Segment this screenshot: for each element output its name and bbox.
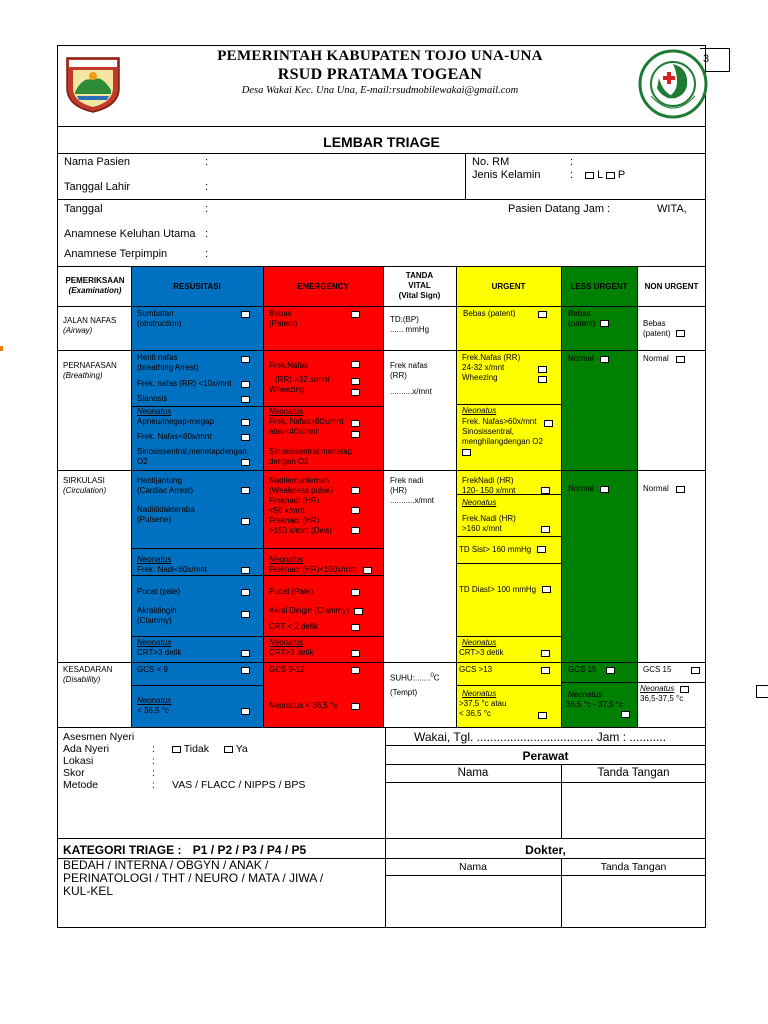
header-pemeriksaan-text: PEMERIKSAAN <box>65 276 125 285</box>
circulation-urg-text-3: Frek.Nadi (HR) <box>462 514 516 523</box>
circulation-res-text-8: (Clammy) <box>137 616 172 625</box>
col-line-5 <box>561 266 562 728</box>
airway-res-text-1: Sumbatan <box>137 309 174 318</box>
keluhan-utama-label: Anamnese Keluhan Utama <box>64 228 196 240</box>
metode-value: VAS / FLACC / NIPPS / BPS <box>172 779 306 791</box>
skor-colon: : <box>152 767 155 779</box>
disability-sub-text: (Disability) <box>63 675 101 684</box>
tidak-checkbox[interactable] <box>172 746 181 753</box>
kategori-values: P1 / P2 / P3 / P4 / P5 <box>192 843 307 857</box>
circulation-urg-1 <box>462 476 515 496</box>
breathing-res-checkbox-1[interactable] <box>241 356 250 363</box>
disability-urg-text-3: < 36,5 °c <box>459 709 491 718</box>
asesmen-title: Asesmen Nyeri <box>63 731 135 743</box>
no-rm-label: No. RM <box>472 156 510 168</box>
breathing-tv <box>390 361 432 397</box>
circulation-em-checkbox-2[interactable] <box>351 507 360 514</box>
breathing-res-checkbox-5[interactable] <box>241 434 250 441</box>
circulation-res-checkbox-3[interactable] <box>241 567 250 574</box>
perawat-nama-label: Nama <box>457 767 489 779</box>
breathing-res-text-2: (breathing Arrest) <box>137 363 199 372</box>
col-line-1 <box>131 266 132 728</box>
airway-non-checkbox[interactable] <box>676 330 685 337</box>
breathing-urg-text-3: Wheezing <box>462 373 498 382</box>
em-circ-div-3 <box>263 636 383 637</box>
pasien-datang-label: Pasien Datang Jam : <box>508 203 611 215</box>
breathing-em-3: Wheezing <box>269 385 305 394</box>
disability-tv <box>390 671 440 698</box>
res-circ-div-1 <box>131 548 263 549</box>
breathing-em-text-5: atau<40x/mnt <box>269 427 318 436</box>
disability-urg-2 <box>459 699 506 719</box>
circulation-urg-checkbox-1[interactable] <box>541 487 550 494</box>
ya-checkbox[interactable] <box>224 746 233 753</box>
lokasi-label: Lokasi <box>63 755 94 767</box>
breathing-urg-text-2: 24-32 x/mnt <box>462 363 505 372</box>
airway-em-text-1: Bebas <box>269 309 292 318</box>
patient-divider <box>57 199 706 200</box>
title-divider <box>57 153 706 154</box>
breathing-urg-checkbox-4[interactable] <box>462 449 471 456</box>
circulation-tv <box>390 476 434 506</box>
tanggal-colon: : <box>205 203 209 215</box>
breathing-urg-4 <box>462 417 543 447</box>
no-rm-colon: : <box>570 156 574 168</box>
em-circ-div-2 <box>263 575 383 576</box>
breathing-em-1: Frek.Nafas <box>269 361 309 370</box>
circulation-urg-text-1: FrekNadi (HR) <box>462 476 514 485</box>
disability-urg-text-2: >37,5 °c atau <box>459 699 507 708</box>
circulation-urg-checkbox-5[interactable] <box>541 650 550 657</box>
ya-label: Ya <box>235 743 248 755</box>
breathing-em-checkbox-2[interactable] <box>351 378 360 385</box>
sign-line-4 <box>57 838 706 839</box>
jenis-kelamin-colon: : <box>570 169 574 181</box>
circulation-res-neonatus: Neonatus <box>137 555 172 564</box>
terpimpin-colon: : <box>205 248 209 260</box>
circulation-em-11: CRT>3 detik <box>269 648 314 657</box>
circulation-res-text-3: Nadiitidakteraba <box>137 505 195 514</box>
header-line-2: RSUD PRATAMA TOGEAN <box>277 66 483 83</box>
circulation-res-checkbox-1[interactable] <box>241 487 250 494</box>
disability-tv-unit: C <box>433 673 440 683</box>
row-line-1 <box>57 306 706 307</box>
disability-res-checkbox-2[interactable] <box>241 708 250 715</box>
res-circ-div-3 <box>131 636 263 637</box>
disability-tv-text-2: (Tempt) <box>390 687 418 697</box>
disability-less-checkbox-2[interactable] <box>621 711 630 718</box>
circulation-res-text-7: Akraldingin <box>137 606 177 615</box>
breathing-urg-text-4: Frek. Nafas>60x/mnt <box>462 417 537 426</box>
airway-label-text: JALAN NAFAS <box>63 316 117 325</box>
breathing-res-6: Frek. Nafas<60x/mnt <box>137 432 212 441</box>
breathing-label-text: PERNAFASAN <box>63 361 117 370</box>
circulation-sub-text: (Circulation) <box>63 486 107 495</box>
circulation-res-3 <box>137 505 195 525</box>
breathing-res-5: Apneu/megap-megap <box>137 417 214 426</box>
breathing-em-checkbox-3[interactable] <box>351 389 360 396</box>
tanggal-lahir-colon: : <box>205 181 209 193</box>
circulation-em-1 <box>269 476 333 536</box>
metode-colon: : <box>152 779 155 791</box>
terpimpin-label: Anamnese Terpimpin <box>64 248 168 260</box>
disability-res-1: GCS < 9 <box>137 665 168 674</box>
non-dis-div <box>637 682 706 683</box>
header-emergency: EMERGENCY <box>297 282 349 291</box>
edge-checkbox <box>756 685 768 698</box>
header-pemeriksaan <box>60 276 130 296</box>
less-dis-div <box>561 682 637 683</box>
disability-res-checkbox-1[interactable] <box>241 667 250 674</box>
perawat-label: Perawat <box>522 749 569 763</box>
col-line-3 <box>383 266 384 728</box>
department-line-1: BEDAH / INTERNA / OBGYN / ANAK / <box>63 858 269 872</box>
disability-label <box>63 665 112 685</box>
circulation-res-text-2: (Cardiac Arrest) <box>137 486 194 495</box>
disability-res-neonatus: Neonatus <box>137 696 172 705</box>
breathing-urg-checkbox-1[interactable] <box>538 366 547 373</box>
dokter-tanda-tangan-label: Tanda Tangan <box>600 861 667 873</box>
jk-l-label: L <box>597 169 603 181</box>
circulation-em-checkbox-5[interactable] <box>351 589 360 596</box>
breathing-tv-text-3: ..........x/mnt <box>390 387 432 396</box>
disability-urg-checkbox-2[interactable] <box>538 712 547 719</box>
circulation-res-6: Pucat (pale) <box>137 587 181 596</box>
circulation-em-checkbox-4[interactable] <box>363 567 372 574</box>
disability-less-1: GCS 15 <box>568 665 597 674</box>
breathing-res-text-1: Henti nafas <box>137 353 178 362</box>
header-examination-text: (Examination) <box>68 286 122 295</box>
circulation-tv-text-2: (HR) <box>390 486 407 495</box>
circulation-urg-neonatus: Neonatus <box>462 498 497 507</box>
dokter-nama-label: Nama <box>458 861 487 873</box>
patient-info-divider <box>465 153 466 199</box>
circulation-res-1 <box>137 476 193 496</box>
breathing-res-checkbox-2[interactable] <box>241 381 250 388</box>
airway-em <box>269 309 297 329</box>
breathing-res-checkbox-3[interactable] <box>241 396 250 403</box>
lokasi-colon: : <box>152 755 155 767</box>
airway-non-text-2: (patent) <box>643 329 671 338</box>
breathing-em-neonatus: Neonatus <box>269 407 304 416</box>
breathing-sub-text: (Breathing) <box>63 371 103 380</box>
disability-res-2: < 36,5 °c <box>137 706 169 715</box>
circulation-urg-7: CRT>3 detik <box>459 648 504 657</box>
circulation-urg-3 <box>462 514 516 534</box>
circulation-em-neonatus-2: Neonatus <box>269 638 304 647</box>
keluhan-utama-colon: : <box>205 228 209 240</box>
breathing-urg-1 <box>462 353 520 383</box>
ada-nyeri-options <box>172 743 248 756</box>
skor-label: Skor <box>63 767 85 779</box>
disability-em-2: Neonatus < 36,5 °c <box>269 701 338 710</box>
circulation-non: Normal <box>643 484 669 493</box>
breathing-tv-text-2: (RR) <box>390 371 407 380</box>
circulation-label-text: SIRKULASI <box>63 476 105 485</box>
airway-res-checkbox[interactable] <box>241 311 250 318</box>
ada-nyeri-label: Ada Nyeri <box>63 743 110 755</box>
breathing-em-text-6: Sinosissentral,menetap <box>269 447 353 456</box>
breathing-res-4: Sianosis <box>137 394 168 403</box>
ada-nyeri-colon: : <box>152 743 155 755</box>
tanggal-label: Tanggal <box>64 203 103 215</box>
circulation-em-neonatus: Neonatus <box>269 555 304 564</box>
circulation-res-text-4: (Pulsene) <box>137 515 172 524</box>
breathing-em-checkbox-4[interactable] <box>351 420 360 427</box>
breathing-non-checkbox[interactable] <box>676 356 685 363</box>
circulation-em-text-6: >150 x/mnt (Dws) <box>269 526 332 535</box>
circulation-em-checkbox-7[interactable] <box>351 624 360 631</box>
jk-p-checkbox[interactable] <box>606 172 615 179</box>
breathing-urg-neonatus: Neonatus <box>462 406 497 415</box>
header-divider <box>57 126 706 127</box>
breathing-res-neonatus: Neonatus <box>137 407 172 416</box>
circulation-urg-checkbox-2[interactable] <box>541 526 550 533</box>
header-line-3: Desa Wakai Kec. Una Una, E-mail:rsudmobilewakai@gmail.com <box>241 85 519 96</box>
department-line-2: PERINATOLOGI / THT / NEURO / MATA / JIWA / <box>63 871 324 885</box>
breathing-res-text-7: Sinosissentral,menetapdengan <box>137 447 247 456</box>
airway-em-text-2: (Patent) <box>269 319 298 328</box>
airway-tv-text-1: TD:(BP) <box>390 315 419 324</box>
circulation-em-checkbox-3[interactable] <box>351 527 360 534</box>
urg-circ-div-3 <box>456 563 561 564</box>
airway-non <box>643 319 671 339</box>
circulation-urg-text-4: >160 x/mnt <box>462 524 502 533</box>
disability-less-checkbox-1[interactable] <box>606 667 615 674</box>
breathing-tv-text-1: Frek nafas <box>390 361 428 370</box>
disability-urg-neonatus: Neonatus <box>462 689 497 698</box>
circulation-res-checkbox-2[interactable] <box>241 518 250 525</box>
disability-non-neonatus: Neonatus <box>640 684 675 693</box>
circulation-em-text-3: Freknadi (HR) <box>269 496 320 505</box>
corner-mark: 3 <box>703 53 710 65</box>
airway-em-checkbox[interactable] <box>351 311 360 318</box>
kategori-label <box>63 843 306 857</box>
header-tanda-vital <box>383 271 456 301</box>
row-line-2 <box>57 350 706 351</box>
col-line-6 <box>637 266 638 728</box>
circulation-em-9: Akral Dingin (Clammy) <box>269 606 350 615</box>
breathing-res-7 <box>137 447 247 467</box>
breathing-em-6 <box>269 447 352 467</box>
breathing-res-3: Frek. nafas (RR) <10x/mnt <box>137 379 232 388</box>
airway-non-text-1: Bebas <box>643 319 666 328</box>
circulation-tv-text-3: ...........x/mnt <box>390 496 435 505</box>
breathing-less: Normal <box>568 354 594 363</box>
airway-res-text-2: (obstruction) <box>137 319 182 328</box>
circulation-urg-checkbox-3[interactable] <box>537 546 546 553</box>
sign-line-6 <box>385 875 706 876</box>
circulation-em-text-4: <50 x/mnt <box>269 506 305 515</box>
airway-tv-text-2: ...... mmHg <box>390 325 430 334</box>
nama-pasien-label: Nama Pasien <box>64 156 131 168</box>
disability-non-1: GCS 15 <box>643 665 672 674</box>
airway-label <box>63 316 116 336</box>
circulation-res-7 <box>137 606 177 626</box>
bakti-husada-logo <box>637 48 709 120</box>
circulation-res-checkbox-6[interactable] <box>241 650 250 657</box>
triage-table <box>57 266 706 728</box>
disability-em-1: GCS 9-12 <box>269 665 305 674</box>
kategori-label-text: KATEGORI TRIAGE : <box>63 843 182 857</box>
disability-tv-text-1: SUHU:....... <box>390 673 431 683</box>
circulation-em-10: CRT < 2 detik <box>269 622 318 631</box>
circulation-em-text-5: Freknadi (HR) <box>269 516 320 525</box>
disability-label-text: KESADARAN <box>63 665 113 674</box>
department-list <box>63 859 323 898</box>
row-line-3 <box>57 470 706 471</box>
jk-l-checkbox[interactable] <box>585 172 594 179</box>
edge-mark <box>0 346 3 351</box>
urg-circ-div-2 <box>456 536 561 537</box>
airway-tv <box>390 315 429 335</box>
disability-non-checkbox-1[interactable] <box>691 667 700 674</box>
circulation-less-checkbox[interactable] <box>600 486 609 493</box>
circulation-urg-checkbox-4[interactable] <box>542 586 551 593</box>
col-line-4 <box>456 266 457 728</box>
jenis-kelamin-label: Jenis Kelamin <box>472 169 541 181</box>
dokter-label: Dokter, <box>525 843 566 857</box>
circulation-em-7: Freknadi (HR)<100x/mnt <box>269 565 357 574</box>
breathing-res-1 <box>137 353 199 373</box>
airway-urg-checkbox[interactable] <box>538 311 547 318</box>
header-resusitasi: RESUSITASI <box>173 282 221 291</box>
breathing-em-text-7: dengan O2 <box>269 457 309 466</box>
circulation-label <box>63 476 106 496</box>
circulation-res-text-1: Hentijantung <box>137 476 182 485</box>
breathing-urg-checkbox-3[interactable] <box>544 420 553 427</box>
disability-urg-checkbox-1[interactable] <box>541 667 550 674</box>
header-less-urgent: LESS URGENT <box>570 282 628 291</box>
breathing-urg-checkbox-2[interactable] <box>538 376 547 383</box>
breathing-em-4 <box>269 417 343 437</box>
jenis-kelamin-options <box>585 169 625 182</box>
breathing-non: Normal <box>643 354 669 363</box>
res-circ-div-2 <box>131 575 263 576</box>
tidak-label: Tidak <box>183 743 210 755</box>
circulation-less: Normal <box>568 484 594 493</box>
col-line-2 <box>263 266 264 728</box>
disability-urg-1: GCS >13 <box>459 665 493 674</box>
em-circ-div-1 <box>263 548 383 549</box>
nama-pasien-colon: : <box>205 156 209 168</box>
circulation-em-checkbox-1[interactable] <box>351 487 360 494</box>
breathing-em-checkbox-1[interactable] <box>351 361 360 368</box>
disability-em-checkbox-1[interactable] <box>351 667 360 674</box>
regency-logo <box>63 54 123 114</box>
breathing-label <box>63 361 117 381</box>
breathing-urg-text-1: Frek.Nafas (RR) <box>462 353 521 362</box>
urg-circ-div-4 <box>456 636 561 637</box>
circulation-em-text-1: Nadilemahlemah <box>269 476 330 485</box>
disability-tv-degree: 0 <box>430 673 434 679</box>
circulation-em-8: Pucat (Pale) <box>269 587 314 596</box>
circulation-res-checkbox-4[interactable] <box>241 589 250 596</box>
disability-less-2: 36,5 °c - 37,5 °c <box>566 700 624 709</box>
header-non-urgent: NON URGENT <box>644 282 699 291</box>
tanggal-lahir-label: Tanggal Lahir <box>64 181 131 193</box>
perawat-tanda-tangan-label: Tanda Tangan <box>597 767 670 779</box>
sign-line-3 <box>385 782 706 783</box>
airway-less <box>568 309 596 329</box>
airway-less-text-2: (patent) <box>568 319 596 328</box>
circulation-non-checkbox[interactable] <box>676 486 685 493</box>
circulation-res-checkbox-5[interactable] <box>241 611 250 618</box>
sign-line-2 <box>385 764 706 765</box>
breathing-urg-text-6: menghilangdengan O2 <box>462 437 543 446</box>
circulation-urg-text-6: TD Diast> 100 mmHg <box>459 585 537 594</box>
airway-less-text-1: Bebas <box>568 309 591 318</box>
disability-non-2: 36,5-37,5 °c <box>640 694 684 703</box>
header-vital-text: VITAL <box>408 281 431 290</box>
header-line-1: PEMERINTAH KABUPATEN TOJO UNA-UNA <box>217 48 543 64</box>
jk-p-label: P <box>617 169 626 181</box>
circulation-res-5: Frek. Nadi<60x/mnt <box>137 565 208 574</box>
circulation-urg-5 <box>459 545 546 555</box>
circulation-em-text-2: (Weakness pulse) <box>269 486 333 495</box>
metode-label: Metode <box>63 779 99 791</box>
breathing-em-text-4: Frek. Nafas>80x/mnt <box>269 417 344 426</box>
breathing-res-text-8: O2 <box>137 457 148 466</box>
urg-dis-div <box>456 685 561 686</box>
page-title: LEMBAR TRIAGE <box>323 134 440 150</box>
urg-breath-div <box>456 404 561 405</box>
airway-res <box>137 309 181 329</box>
row-line-4 <box>57 662 706 663</box>
header-vital-sign-text: (Vital Sign) <box>398 291 441 300</box>
wakai-date-line: Wakai, Tgl. ................................... Jam : ........... <box>414 730 667 744</box>
circulation-res-neonatus-2: Neonatus <box>137 638 172 647</box>
breathing-res-checkbox-6[interactable] <box>241 459 250 466</box>
circulation-urg-text-5: TD Sist> 160 mmHg <box>459 545 532 554</box>
circulation-urg-text-2: 120- 150 x/mnt <box>462 486 516 495</box>
circulation-em-checkbox-6[interactable] <box>354 608 363 615</box>
circulation-res-9: CRT>3 detik <box>137 648 182 657</box>
header-urgent: URGENT <box>491 282 526 291</box>
res-dis-div <box>131 685 263 686</box>
department-line-3: KUL-KEL <box>63 884 114 898</box>
airway-urg: Bebas (patent) <box>463 309 516 318</box>
header-tanda-text: TANDA <box>405 271 434 280</box>
disability-em-checkbox-2[interactable] <box>351 703 360 710</box>
wita-label: WITA, <box>657 203 687 215</box>
circulation-urg-6 <box>459 585 551 595</box>
breathing-res-checkbox-4[interactable] <box>241 419 250 426</box>
circulation-urg-neonatus-2: Neonatus <box>462 638 497 647</box>
breathing-em-checkbox-5[interactable] <box>351 431 360 438</box>
disability-non-checkbox-2[interactable] <box>680 686 689 693</box>
airway-less-checkbox[interactable] <box>600 320 609 327</box>
airway-sub-text: (Airway) <box>63 326 93 335</box>
disability-less-neonatus: Neonatus <box>568 690 603 699</box>
breathing-urg-text-5: Sinosissentral, <box>462 427 515 436</box>
breathing-less-checkbox[interactable] <box>600 356 609 363</box>
circulation-tv-text-1: Frek nadi <box>390 476 424 485</box>
breathing-em-2: (RR) >32 x/mnt <box>275 375 330 384</box>
circulation-em-checkbox-8[interactable] <box>351 650 360 657</box>
sign-line-1 <box>385 745 706 746</box>
